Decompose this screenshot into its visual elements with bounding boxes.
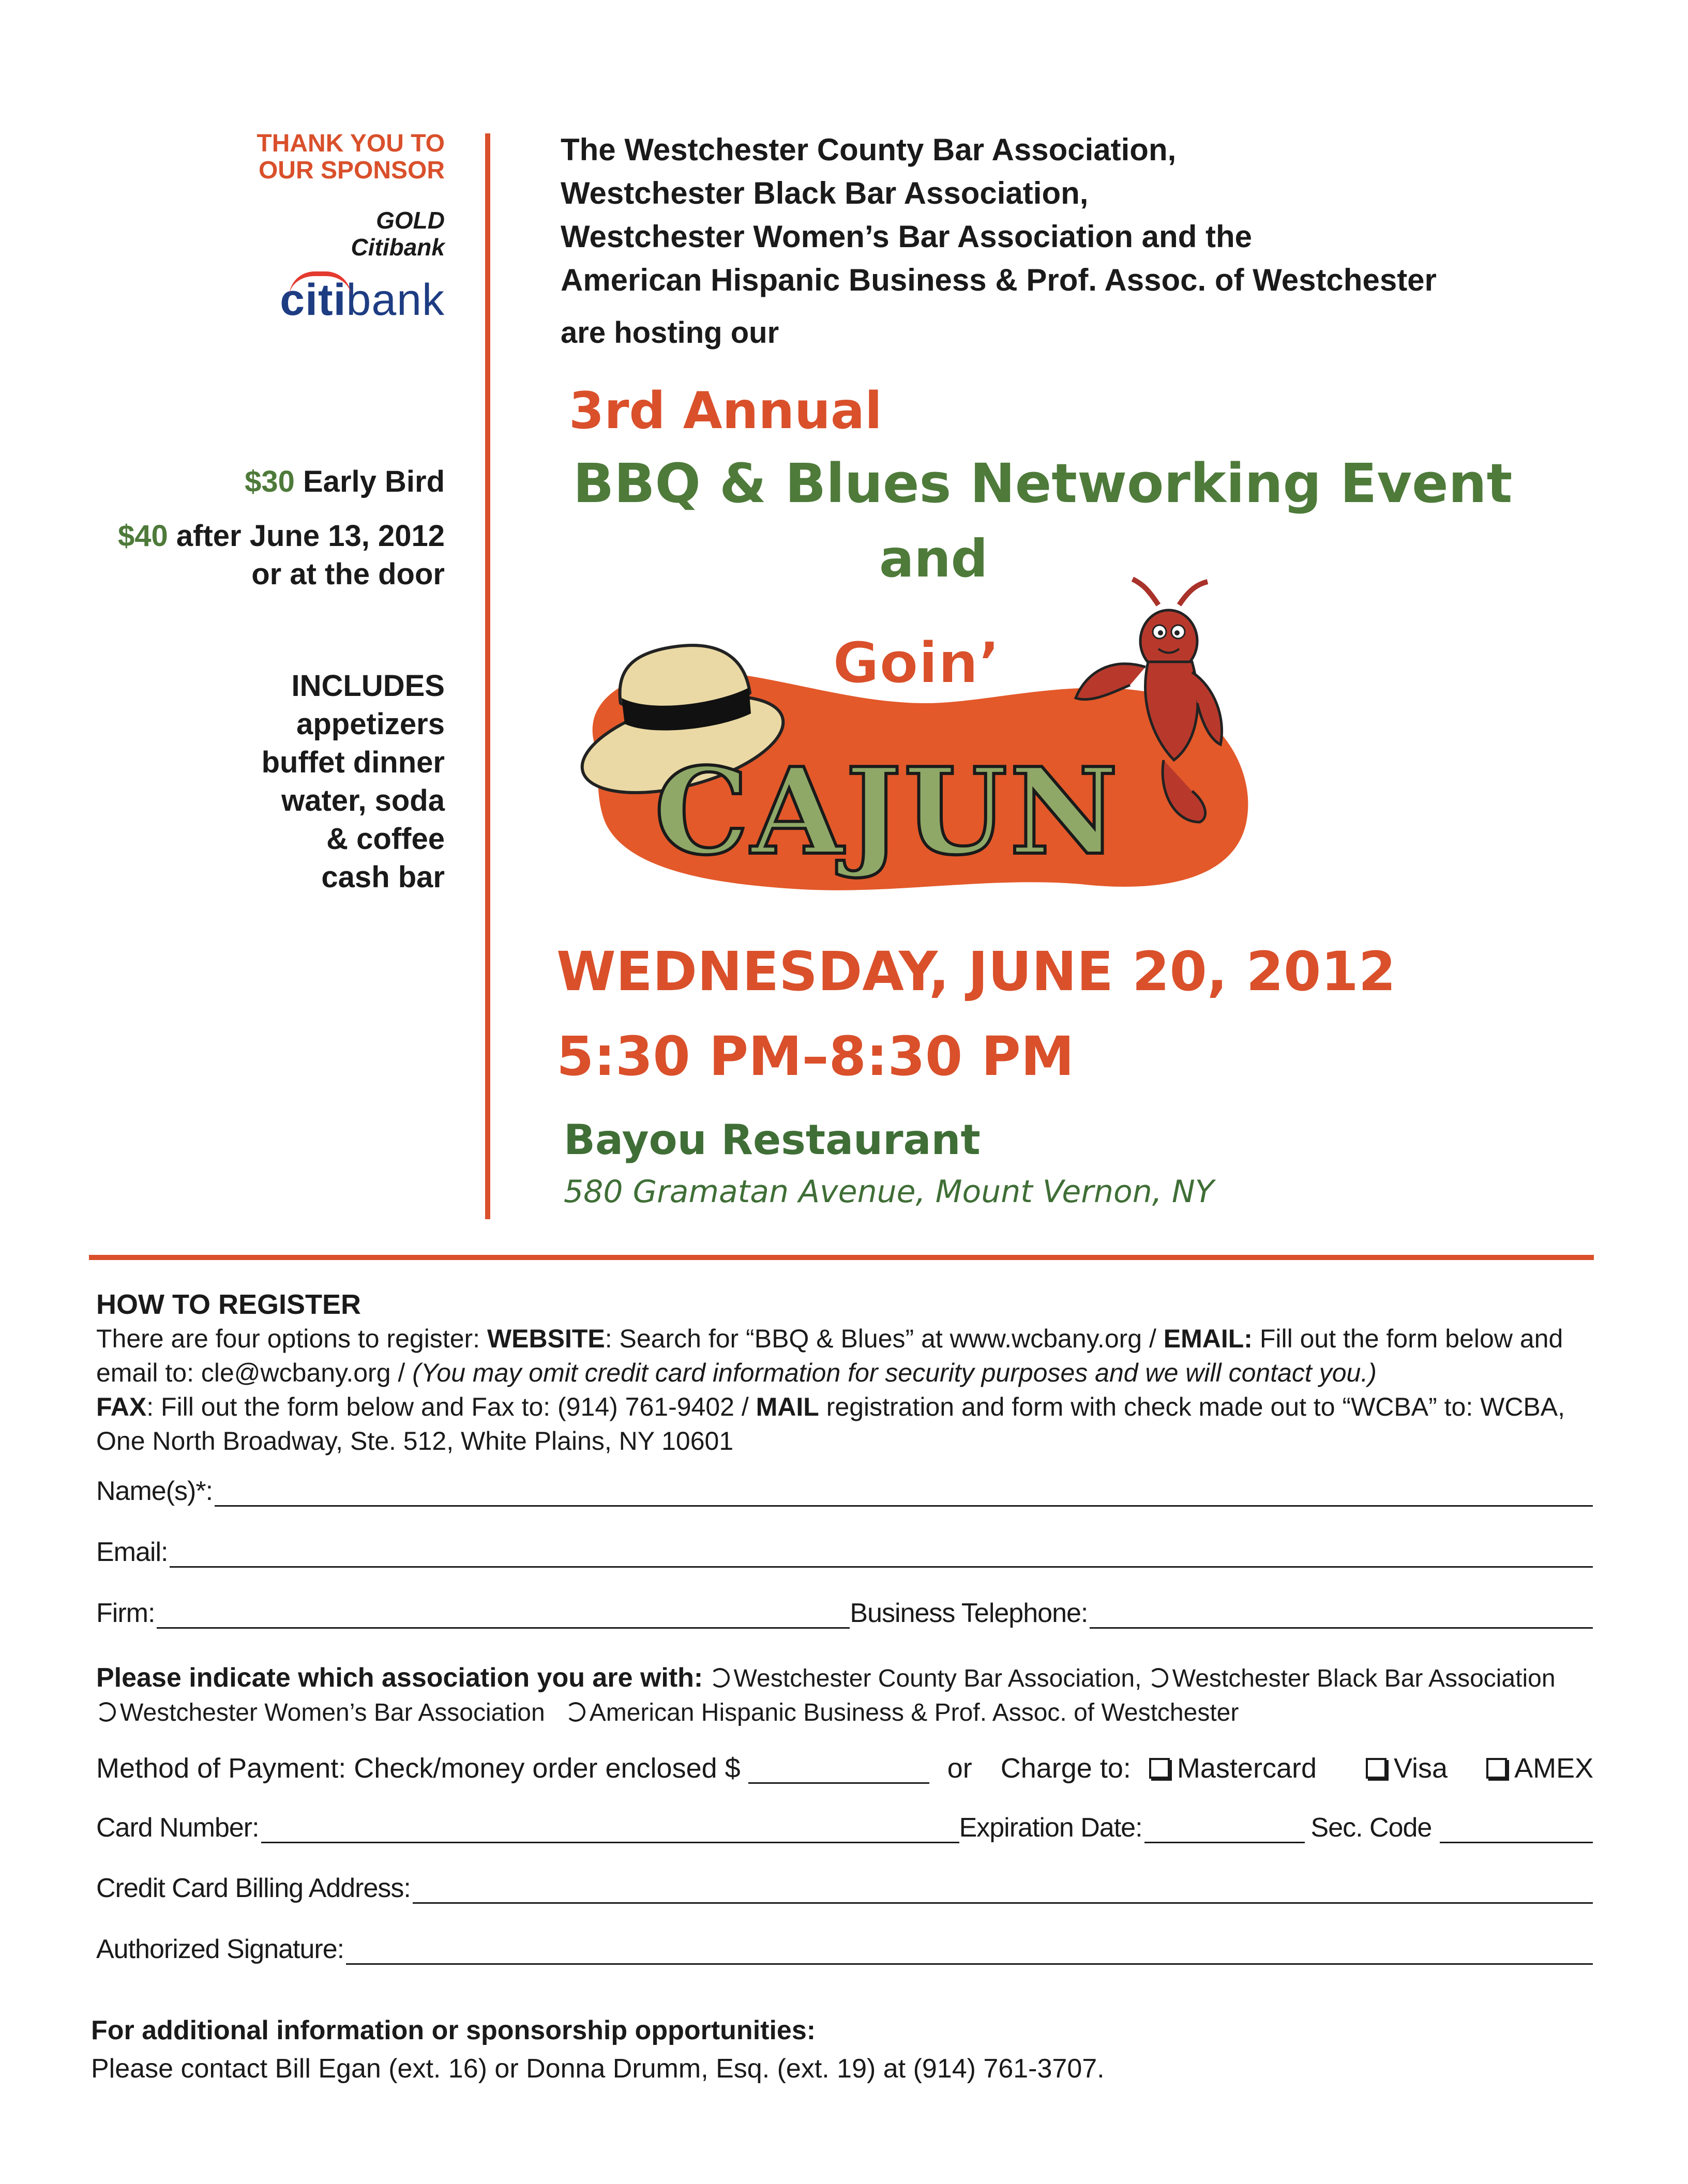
radio-icon[interactable] xyxy=(710,1668,730,1688)
signature-label: Authorized Signature: xyxy=(96,1934,344,1964)
checkbox-icon[interactable] xyxy=(1149,1758,1170,1779)
host-line: The Westchester County Bar Association, xyxy=(561,132,1177,167)
event-address: 580 Gramatan Avenue, Mount Vernon, NY xyxy=(564,1174,1214,1210)
price-early-bird xyxy=(245,463,445,501)
names-field[interactable] xyxy=(96,1476,1593,1507)
event-annual: 3rd Annual xyxy=(569,382,882,441)
host-line: Westchester Black Bar Association, xyxy=(561,176,1089,210)
logo-rest: bank xyxy=(346,275,445,325)
goin-text: Goin’ xyxy=(833,630,1000,696)
card-amex: AMEX xyxy=(1514,1753,1594,1784)
charge-label: Charge to: xyxy=(1000,1753,1131,1784)
card-number-line[interactable] xyxy=(261,1817,959,1843)
phone-input-line[interactable] xyxy=(1090,1602,1593,1629)
association-option: Westchester County Bar Association, xyxy=(733,1665,1142,1692)
email-label: EMAIL: xyxy=(1163,1324,1253,1353)
price2-label: after June 13, 2012 xyxy=(176,519,445,553)
names-input-line[interactable] xyxy=(215,1480,1593,1507)
radio-icon[interactable] xyxy=(1149,1668,1168,1688)
checkbox-icon[interactable] xyxy=(1486,1758,1507,1779)
association-label: Please indicate which association you are with: xyxy=(96,1663,703,1693)
event-date: WEDNESDAY, JUNE 20, 2012 xyxy=(556,940,1396,1003)
mail-label: MAIL xyxy=(756,1392,819,1421)
footer-title: For additional information or sponsorship opportunities: xyxy=(91,2015,816,2045)
citibank-logo xyxy=(280,277,445,323)
sponsor-name: Citibank xyxy=(351,234,445,261)
fax-text: : Fill out the form below and Fax to: (914) 761-9402 / xyxy=(146,1392,756,1421)
event-name: BBQ & Blues Networking Event xyxy=(573,452,1513,515)
billing-label: Credit Card Billing Address: xyxy=(96,1873,411,1903)
card-row xyxy=(96,1812,1593,1843)
website-label: WEBSITE xyxy=(487,1324,605,1353)
thanks-line1: THANK YOU TO xyxy=(257,130,445,157)
sponsor-tier xyxy=(351,207,445,261)
firm-phone-row xyxy=(96,1598,1593,1629)
register-body xyxy=(96,1322,1596,1458)
host-line: Westchester Women’s Bar Association and the xyxy=(561,219,1253,254)
vertical-divider xyxy=(485,133,490,1219)
footer-contact: Please contact Bill Egan (ext. 16) or Donna Drumm, Esq. (ext. 19) at (914) 761-3707. xyxy=(91,2054,1105,2084)
includes-item: water, soda xyxy=(281,784,445,817)
includes-item: cash bar xyxy=(321,860,445,894)
association-option: American Hispanic Business & Prof. Assoc. of Westchester xyxy=(589,1699,1239,1726)
includes-list xyxy=(262,667,445,897)
payment-row xyxy=(96,1753,1593,1784)
firm-label: Firm: xyxy=(96,1598,155,1628)
radio-icon[interactable] xyxy=(566,1702,585,1722)
cajun-text: CAJUN xyxy=(654,742,1121,882)
payment-amount-line[interactable] xyxy=(748,1756,929,1784)
sec-code-label: Sec. Code xyxy=(1310,1813,1432,1843)
signature-line[interactable] xyxy=(346,1938,1593,1965)
includes-title: INCLUDES xyxy=(291,669,445,703)
association-option: Westchester Women’s Bar Association xyxy=(120,1699,545,1726)
event-and: and xyxy=(879,528,988,589)
checkbox-icon[interactable] xyxy=(1366,1758,1386,1779)
payment-or: or xyxy=(947,1753,972,1784)
email-text: Fill out the form below and email to: cle@wcbany.org / xyxy=(96,1324,1563,1387)
footer xyxy=(91,2011,1105,2088)
event-time: 5:30 PM–8:30 PM xyxy=(556,1025,1075,1088)
price2-sub: or at the door xyxy=(251,557,445,591)
billing-line[interactable] xyxy=(413,1877,1593,1904)
hosting-text: are hosting our xyxy=(561,316,779,350)
price2-amount: $40 xyxy=(118,519,168,553)
expiration-line[interactable] xyxy=(1144,1817,1305,1843)
card-number-label: Card Number: xyxy=(96,1813,259,1843)
logo-bold: citi xyxy=(280,275,346,325)
horizontal-divider xyxy=(89,1255,1594,1260)
sponsor-tier-label: GOLD xyxy=(376,207,445,234)
host-organizations xyxy=(561,128,1437,302)
event-venue: Bayou Restaurant xyxy=(564,1116,981,1164)
mail-text: registration and form with check made out to “WCBA” to: WCBA, One North Broadway, Ste. 512, White Plains, NY 10601 xyxy=(96,1392,1565,1455)
email-field[interactable] xyxy=(96,1537,1593,1568)
includes-item: appetizers xyxy=(296,707,445,741)
register-intro: There are four options to register: xyxy=(96,1324,487,1353)
price1-label: Early Bird xyxy=(303,465,445,498)
registration-instructions xyxy=(96,1287,1596,1458)
signature-field[interactable] xyxy=(96,1934,1593,1965)
phone-label: Business Telephone: xyxy=(850,1598,1088,1628)
firm-input-line[interactable] xyxy=(157,1602,850,1629)
association-choice xyxy=(96,1661,1596,1730)
names-label: Name(s)*: xyxy=(96,1476,213,1506)
website-text: : Search for “BBQ & Blues” at www.wcbany.org / xyxy=(605,1324,1164,1353)
includes-item: buffet dinner xyxy=(261,746,445,779)
card-mastercard: Mastercard xyxy=(1177,1753,1317,1784)
payment-label: Method of Payment: Check/money order enclosed $ xyxy=(96,1753,741,1784)
billing-field[interactable] xyxy=(96,1873,1593,1904)
thanks-line2: OUR SPONSOR xyxy=(258,157,445,184)
email-input-line[interactable] xyxy=(170,1541,1593,1568)
email-note: (You may omit credit card information for security purposes and we will contact you.) xyxy=(412,1358,1377,1387)
association-option: Westchester Black Bar Association xyxy=(1172,1665,1556,1692)
fax-label: FAX xyxy=(96,1392,147,1421)
card-visa: Visa xyxy=(1394,1753,1448,1784)
host-line: American Hispanic Business & Prof. Assoc. of Westchester xyxy=(561,263,1437,297)
price1-amount: $30 xyxy=(245,465,295,498)
register-title: HOW TO REGISTER xyxy=(96,1289,361,1320)
expiration-label: Expiration Date: xyxy=(959,1813,1142,1843)
price-regular xyxy=(118,517,445,594)
includes-item: & coffee xyxy=(326,822,445,856)
radio-icon[interactable] xyxy=(96,1702,116,1722)
goin-cajun-artwork xyxy=(564,574,1288,905)
email-field-label: Email: xyxy=(96,1537,168,1567)
sec-code-line[interactable] xyxy=(1440,1817,1593,1843)
sponsor-thanks xyxy=(257,130,445,184)
